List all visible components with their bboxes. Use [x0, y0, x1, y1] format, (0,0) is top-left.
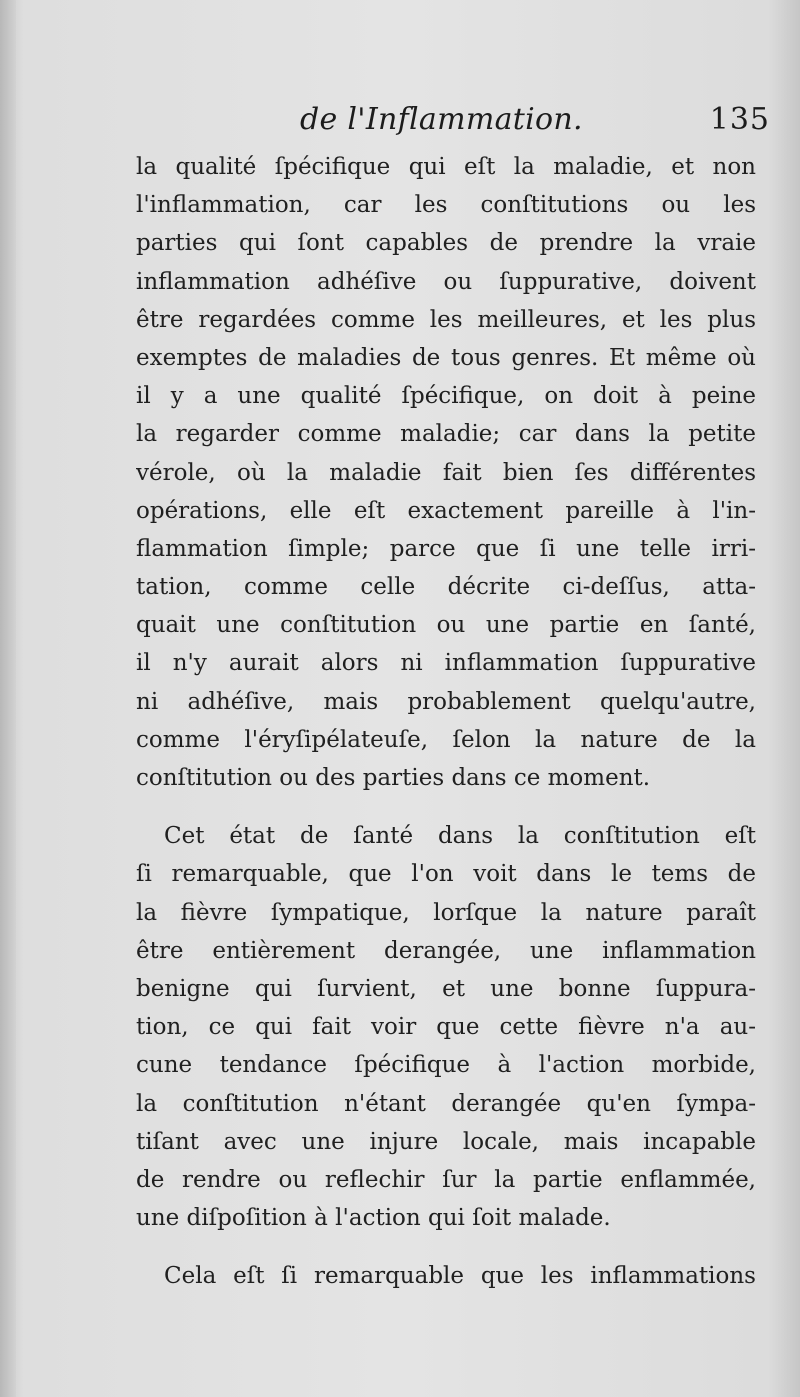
running-title: de l'Inflammation.: [300, 102, 583, 137]
text-line: ni adhéſive, mais probablement quelqu'autre,: [136, 688, 756, 715]
text-line: tiſant avec une injure locale, mais incapable: [136, 1128, 756, 1155]
text-line: opérations, elle eſt exactement pareille à l'in-: [136, 497, 756, 524]
text-line: il y a une qualité ſpécifique, on doit à peine: [136, 383, 756, 410]
paragraph-2: [136, 817, 756, 1237]
text-line: benigne qui ſurvient, et une bonne ſuppura-: [136, 975, 756, 1002]
text-line: une diſpoſition à l'action qui ſoit malade.: [136, 1205, 611, 1232]
text-line: tion, ce qui fait voir que cette fièvre n'a au-: [136, 1014, 756, 1041]
text-line: la conſtitution n'étant derangée qu'en ſympa-: [136, 1090, 756, 1117]
text-line: quait une conſtitution ou une partie en ſanté,: [136, 612, 756, 639]
paragraph-3: [136, 1257, 756, 1295]
text-line: flammation ſimple; parce que ſi une telle irri-: [136, 535, 756, 562]
text-line: comme l'éryſipélateuſe, ſelon la nature de la: [136, 726, 756, 753]
text-line: il n'y aurait alors ni inflammation ſuppurative: [136, 650, 756, 677]
text-line: vérole, où la maladie fait bien ſes différentes: [136, 459, 756, 486]
text-line: inflammation adhéſive ou ſuppurative, doivent: [136, 268, 756, 295]
text-line: Cet état de ſanté dans la conſtitution eſt: [164, 823, 756, 850]
running-head: [300, 100, 770, 144]
text-line: être entièrement derangée, une inflammation: [136, 937, 756, 964]
text-line: de rendre ou reflechir ſur la partie enflammée,: [136, 1166, 756, 1193]
text-line: la regarder comme maladie; car dans la petite: [136, 421, 756, 448]
text-line: être regardées comme les meilleures, et les plus: [136, 306, 756, 333]
text-line: conſtitution ou des parties dans ce moment.: [136, 765, 651, 791]
body-text: [136, 148, 756, 1295]
text-line: cune tendance ſpécifique à l'action morbide,: [136, 1052, 756, 1079]
text-line: exemptes de maladies de tous genres. Et même où: [136, 344, 756, 371]
text-line: tation, comme celle décrite ci-deſſus, atta-: [136, 574, 756, 601]
text-line: parties qui ſont capables de prendre la vraie: [136, 230, 756, 257]
paragraph-1: [136, 148, 756, 797]
text-line: ſi remarquable, que l'on voit dans le tems de: [136, 861, 756, 888]
text-line: la fièvre ſympatique, lorſque la nature paraît: [136, 899, 756, 926]
text-line: Cela eſt ſi remarquable que les inflammations: [164, 1263, 756, 1290]
page-gutter: [0, 0, 16, 1397]
page-number: 135: [709, 102, 770, 137]
text-line: l'inflammation, car les conſtitutions ou les: [136, 192, 756, 219]
text-line: la qualité ſpécifique qui eſt la maladie, et non: [136, 154, 756, 180]
